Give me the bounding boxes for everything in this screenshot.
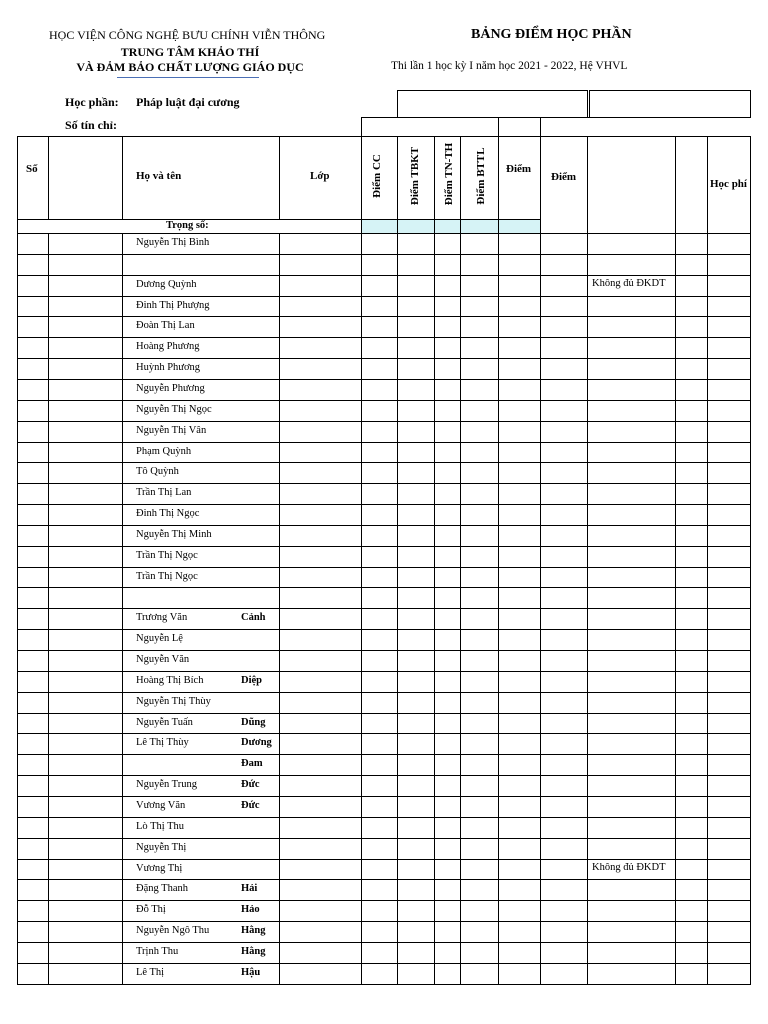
- grid-line-v: [397, 90, 398, 118]
- table-row: [0, 400, 768, 421]
- table-row: [0, 963, 768, 984]
- student-surname: Nguyễn Văn: [136, 654, 190, 665]
- grid-line-v: [750, 90, 751, 118]
- student-surname: Trần Thị Ngọc: [136, 571, 198, 582]
- student-surname: Đỗ Thị: [136, 904, 166, 915]
- student-given-name: Đam: [241, 758, 263, 769]
- institution-name: HỌC VIỆN CÔNG NGHỆ BƯU CHÍNH VIỄN THÔNG: [49, 28, 326, 42]
- document-title: BẢNG ĐIỂM HỌC PHẦN: [471, 27, 632, 42]
- header-diem-1: Điểm: [506, 163, 532, 175]
- student-surname: Nguyễn Thị Vân: [136, 425, 207, 436]
- grid-line-v: [540, 117, 541, 137]
- student-surname: Nguyễn Thị Ngọc: [136, 404, 212, 415]
- credits-label: Số tín chỉ:: [65, 118, 118, 132]
- grid-line-v: [589, 90, 590, 118]
- table-row: [0, 650, 768, 671]
- header-diem-bttl: Điểm BTTL: [475, 147, 487, 205]
- student-surname: Đinh Thị Phượng: [136, 300, 210, 311]
- center-name-line2: VÀ ĐẢM BẢO CHẤT LƯỢNG GIÁO DỤC: [76, 60, 304, 74]
- header-so: Số: [26, 163, 38, 175]
- student-surname: Trần Thị Ngọc: [136, 550, 198, 561]
- student-surname: Lê Thị: [136, 967, 165, 978]
- student-surname: Nguyễn Thị Minh: [136, 529, 212, 540]
- table-row: [0, 629, 768, 650]
- table-row: [0, 587, 768, 608]
- student-surname: Lò Thị Thu: [136, 821, 185, 832]
- grid-line-v: [587, 90, 588, 118]
- table-row: [0, 483, 768, 504]
- student-surname: Trương Văn: [136, 612, 188, 623]
- table-row: [0, 671, 768, 692]
- table-row: [0, 525, 768, 546]
- table-row: [0, 316, 768, 337]
- course-value: Pháp luật đại cương: [136, 95, 240, 109]
- grid-line-h: [17, 136, 751, 137]
- student-given-name: Đức: [241, 779, 260, 790]
- student-surname: Nguyễn Tuấn: [136, 717, 193, 728]
- student-surname: Trần Thị Lan: [136, 487, 192, 498]
- table-row: [0, 775, 768, 796]
- grid-line-v: [540, 136, 541, 234]
- course-label: Học phần:: [65, 95, 119, 109]
- header-hoc-phi: Học phí: [710, 178, 747, 190]
- student-surname: Vương Thị: [136, 863, 183, 874]
- student-surname: Vương Văn: [136, 800, 186, 811]
- student-surname: Huỳnh Phương: [136, 362, 201, 373]
- grid-line-v: [48, 136, 49, 220]
- table-row: [0, 879, 768, 900]
- table-row: [0, 921, 768, 942]
- grid-line-v: [361, 117, 362, 137]
- student-surname: Đoàn Thị Lan: [136, 320, 195, 331]
- table-row: [0, 296, 768, 317]
- status-note: Không đủ ĐKDT: [592, 862, 666, 873]
- weight-cell: [460, 219, 498, 233]
- grid-line-v: [279, 136, 280, 220]
- student-surname: Dương Quỳnh: [136, 279, 197, 290]
- table-row: [0, 379, 768, 400]
- table-row: [0, 358, 768, 379]
- center-name-line1: TRUNG TÂM KHẢO THÍ: [120, 45, 260, 59]
- table-row: [0, 692, 768, 713]
- table-row: [0, 462, 768, 483]
- exam-info: Thi lần 1 học kỳ I năm học 2021 - 2022, Hệ VHVL: [391, 60, 628, 72]
- student-given-name: Hải: [241, 883, 258, 894]
- student-surname: Nguyễn Thị Bình: [136, 237, 210, 248]
- student-given-name: Hậu: [241, 967, 261, 978]
- student-surname: Phạm Quỳnh: [136, 446, 192, 457]
- table-row: [0, 713, 768, 734]
- student-given-name: Dương: [241, 737, 272, 748]
- student-given-name: Hảo: [241, 904, 260, 915]
- header-diem-tnth: Điểm TN-TH: [443, 142, 455, 206]
- student-surname: Nguyễn Ngô Thu: [136, 925, 210, 936]
- student-surname: Tô Quỳnh: [136, 466, 179, 477]
- table-row: [0, 733, 768, 754]
- student-given-name: Hằng: [241, 925, 266, 936]
- table-row: [0, 754, 768, 775]
- table-row: [0, 796, 768, 817]
- table-row: [0, 608, 768, 629]
- table-row: [0, 817, 768, 838]
- table-row: [0, 546, 768, 567]
- student-surname: Nguyễn Trung: [136, 779, 197, 790]
- header-underline: [117, 77, 259, 78]
- weight-label: Trọng số:: [166, 220, 209, 231]
- table-row: [0, 504, 768, 525]
- student-given-name: Hằng: [241, 946, 266, 957]
- table-row: [0, 254, 768, 275]
- grid-line-h: [361, 117, 751, 118]
- status-note: Không đủ ĐKDT: [592, 278, 666, 289]
- table-row: [0, 859, 768, 880]
- weight-cell: [397, 219, 434, 233]
- student-surname: Hoàng Phương: [136, 341, 200, 352]
- student-given-name: Diệp: [241, 675, 262, 686]
- table-row: [0, 233, 768, 254]
- student-surname: Đinh Thị Ngọc: [136, 508, 200, 519]
- table-row: [0, 442, 768, 463]
- student-surname: Nguyễn Thị Thùy: [136, 696, 211, 707]
- grid-line-h: [17, 984, 751, 985]
- table-row: [0, 838, 768, 859]
- grid-line-v: [498, 117, 499, 137]
- student-surname: Nguyễn Thị: [136, 842, 187, 853]
- grid-line-h: [589, 90, 751, 91]
- header-diem-cc: Điểm CC: [371, 154, 383, 198]
- grid-line-v: [122, 136, 123, 220]
- student-given-name: Cảnh: [241, 612, 266, 623]
- student-surname: Lê Thị Thùy: [136, 737, 189, 748]
- student-surname: Hoàng Thị Bích: [136, 675, 204, 686]
- header-lop: Lớp: [310, 170, 330, 182]
- table-row: [0, 421, 768, 442]
- header-ho-ten: Họ và tên: [136, 170, 182, 182]
- table-row: [0, 942, 768, 963]
- weight-cell: [361, 219, 397, 233]
- weight-cell: [498, 219, 540, 233]
- student-surname: Trịnh Thu: [136, 946, 179, 957]
- header-diem-2: Điểm: [551, 171, 577, 183]
- weight-cell: [434, 219, 460, 233]
- table-row: [0, 337, 768, 358]
- student-given-name: Dũng: [241, 717, 266, 728]
- student-given-name: Đức: [241, 800, 260, 811]
- student-surname: Đặng Thanh: [136, 883, 189, 894]
- table-row: [0, 275, 768, 296]
- header-diem-tbkt: Điểm TBKT: [409, 146, 421, 206]
- table-row: [0, 900, 768, 921]
- student-surname: Nguyễn Lệ: [136, 633, 183, 644]
- grid-line-h: [397, 90, 588, 91]
- table-row: [0, 567, 768, 588]
- student-surname: Nguyễn Phương: [136, 383, 205, 394]
